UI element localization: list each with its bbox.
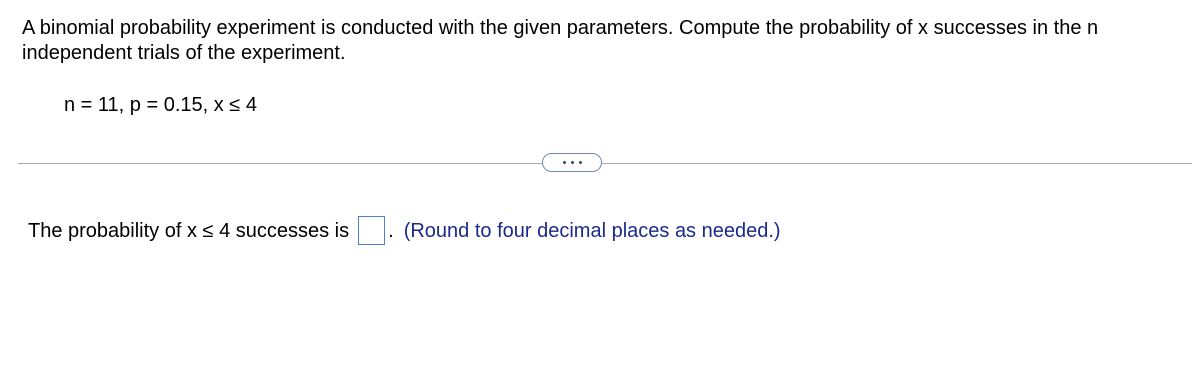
ellipsis-icon: [579, 161, 582, 164]
ellipsis-icon: [563, 161, 566, 164]
rounding-hint: (Round to four decimal places as needed.): [403, 219, 781, 242]
answer-line: [28, 216, 781, 245]
question-text: A binomial probability experiment is conducted with the given parameters. Compute the probability of x successes in the n independent trials of the experiment.: [22, 17, 1099, 64]
answer-prompt: The probability of x ≤ 4 successes is: [28, 219, 350, 242]
divider: [18, 163, 1192, 164]
answer-input[interactable]: [358, 216, 385, 245]
answer-suffix: .: [388, 219, 394, 242]
parameters: n = 11, p = 0.15, x ≤ 4: [64, 94, 257, 116]
more-button[interactable]: [542, 153, 602, 172]
ellipsis-icon: [571, 161, 574, 164]
